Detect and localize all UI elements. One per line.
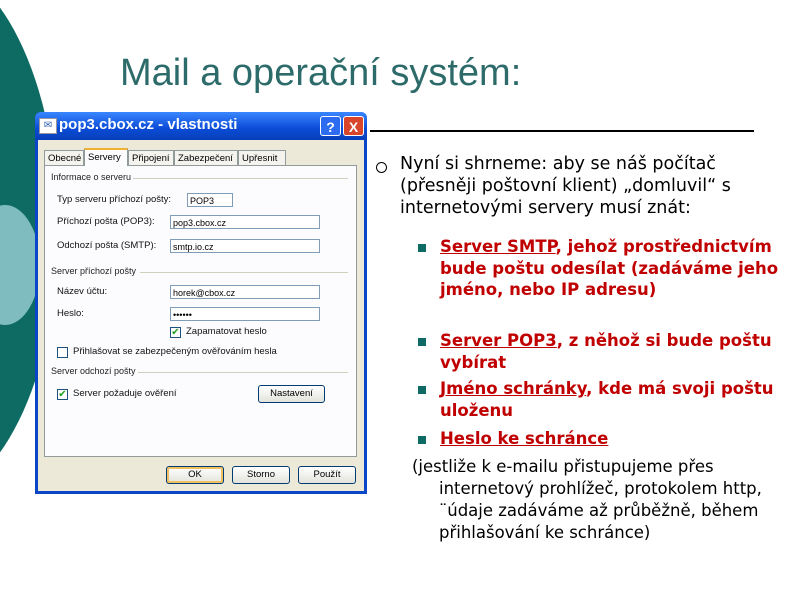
bullet-mailbox — [440, 378, 780, 421]
group-divider — [140, 272, 348, 273]
text-mailbox: , kde má svoji poštu uloženu — [440, 379, 774, 420]
bullet-password — [440, 428, 780, 450]
apply-button[interactable]: Použít — [298, 466, 356, 484]
group-outgoing: Server odchozí pošty — [51, 366, 136, 376]
incoming-server-label: Příchozí pošta (POP3): — [57, 216, 155, 227]
account-name-field[interactable]: horek@cbox.cz — [170, 285, 320, 299]
group-divider — [123, 178, 348, 179]
incoming-server-field[interactable]: pop3.cbox.cz — [170, 215, 320, 229]
bullet-square-icon — [418, 436, 426, 444]
note-rest: internetový prohlížeč, protokolem http, ¨údaje zadáváme až průběžně, během přihlašování ke schránce) — [439, 479, 762, 542]
dialog-body — [38, 140, 364, 491]
secure-auth-checkbox[interactable] — [57, 347, 68, 358]
tab-advanced[interactable]: Upřesnit — [238, 150, 286, 165]
bullet-pop3 — [440, 330, 780, 373]
group-divider — [133, 372, 348, 373]
bullet-smtp — [440, 236, 780, 301]
help-button[interactable]: ? — [320, 116, 341, 136]
title-rule — [370, 130, 754, 132]
incoming-type-field[interactable]: POP3 — [187, 193, 233, 207]
secure-auth-label: Přihlašovat se zabezpečeným ověřováním hesla — [73, 346, 277, 357]
group-server-info: Informace o serveru — [51, 172, 132, 182]
outgoing-server-label: Odchozí pošta (SMTP): — [57, 240, 157, 251]
tab-security[interactable]: Zabezpečení — [174, 150, 238, 165]
account-name-label: Název účtu: — [57, 286, 108, 297]
dialog-caption: pop3.cbox.cz - vlastnosti — [59, 116, 238, 133]
incoming-type-label: Typ serveru příchozí pošty: — [57, 194, 172, 205]
bullet-ring-icon — [376, 162, 387, 173]
slide-title: Mail a operační systém: — [120, 52, 522, 94]
group-incoming: Server příchozí pošty — [51, 266, 137, 276]
settings-button[interactable]: Nastavení — [258, 385, 325, 403]
properties-dialog — [35, 112, 367, 494]
bullet-square-icon — [418, 244, 426, 252]
server-auth-label: Server požaduje ověření — [73, 388, 177, 399]
remember-password-label: Zapamatovat heslo — [186, 326, 267, 337]
bullet-square-icon — [418, 338, 426, 346]
term-password: Heslo ke schránce — [440, 429, 609, 448]
close-button[interactable]: X — [343, 116, 364, 136]
term-smtp: Server SMTP — [440, 237, 556, 256]
text-smtp: , jehož prostřednictvím bude poštu odesílat (zadáváme jeho jméno, nebo IP adresu) — [440, 237, 779, 299]
cancel-button[interactable]: Storno — [232, 466, 290, 484]
tab-general[interactable]: Obecné — [44, 150, 84, 165]
bullet-square-icon — [418, 386, 426, 394]
remember-password-checkbox[interactable]: ✔ — [171, 327, 180, 338]
tab-connection[interactable]: Připojení — [128, 150, 174, 165]
outgoing-server-field[interactable]: smtp.io.cz — [170, 239, 320, 253]
main-paragraph: Nyní si shrneme: aby se náš počítač (přesněji poštovní klient) „domluvil“ s internetovými servery musí znát: — [400, 154, 731, 218]
term-pop3: Server POP3 — [440, 331, 557, 350]
note-line-1: (jestliže k e-mailu přistupujeme přes — [412, 457, 714, 476]
ok-button[interactable]: OK — [166, 466, 224, 484]
server-auth-checkbox[interactable]: ✔ — [58, 389, 67, 400]
password-label: Heslo: — [57, 308, 84, 319]
tab-servers[interactable]: Servery — [84, 148, 128, 166]
servers-panel — [44, 165, 357, 457]
password-field[interactable]: •••••• — [170, 307, 320, 321]
dialog-titlebar — [35, 112, 367, 140]
note-paragraph — [412, 456, 792, 544]
term-mailbox: Jméno schránky — [440, 379, 587, 398]
text-pop3: , z něhož si bude poštu vybírat — [440, 331, 772, 372]
mail-account-icon: ✉ — [39, 118, 57, 134]
